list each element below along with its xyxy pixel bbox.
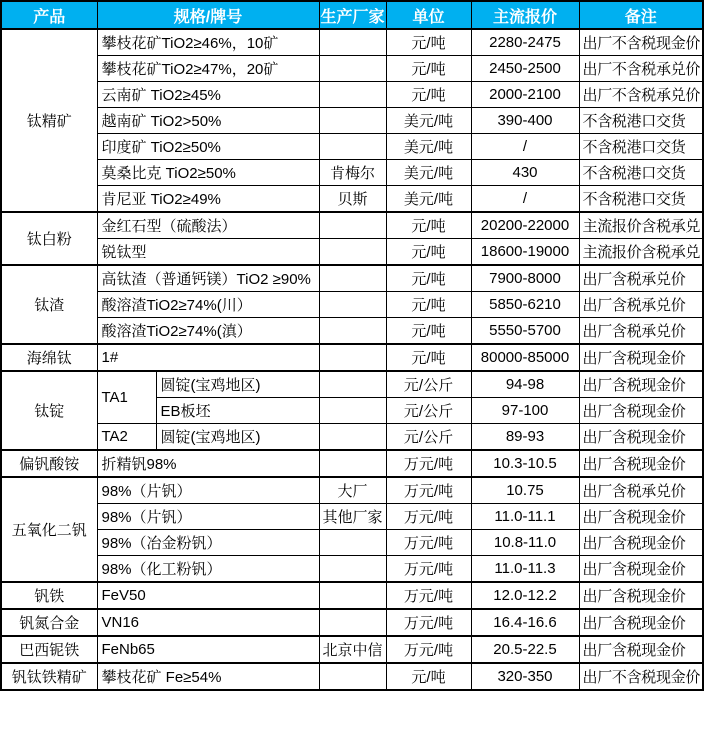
product-cell: 钒钛铁精矿: [1, 663, 97, 690]
manufacturer-cell: [319, 318, 386, 345]
manufacturer-cell: [319, 29, 386, 56]
table-header: [1, 1, 703, 29]
table-row: [1, 318, 703, 345]
spec-cell: 肯尼亚 TiO2≥49%: [97, 186, 319, 213]
product-cell: 海绵钛: [1, 344, 97, 371]
note-cell: 出厂含税承兑价: [579, 292, 703, 318]
manufacturer-cell: [319, 82, 386, 108]
unit-cell: 美元/吨: [386, 108, 471, 134]
product-cell: 钒氮合金: [1, 609, 97, 636]
note-cell: 出厂含税承兑价: [579, 265, 703, 292]
note-cell: 出厂含税现金价: [579, 504, 703, 530]
price-cell: 320-350: [471, 663, 579, 690]
unit-cell: 万元/吨: [386, 609, 471, 636]
unit-cell: 万元/吨: [386, 450, 471, 477]
col-header-unit: 单位: [386, 1, 471, 29]
price-cell: 7900-8000: [471, 265, 579, 292]
product-cell: 钒铁: [1, 582, 97, 609]
note-cell: 主流报价含税承兑: [579, 212, 703, 239]
manufacturer-cell: [319, 344, 386, 371]
price-cell: 20200-22000: [471, 212, 579, 239]
price-cell: 18600-19000: [471, 239, 579, 266]
spec-cell: FeNb65: [97, 636, 319, 663]
table-row: [1, 239, 703, 266]
product-cell: 钛渣: [1, 265, 97, 344]
unit-cell: 万元/吨: [386, 582, 471, 609]
unit-cell: 万元/吨: [386, 477, 471, 504]
product-cell: 巴西铌铁: [1, 636, 97, 663]
manufacturer-cell: [319, 424, 386, 451]
manufacturer-cell: [319, 556, 386, 583]
spec-cell: 酸溶渣TiO2≥74%(川）: [97, 292, 319, 318]
unit-cell: 元/吨: [386, 265, 471, 292]
product-cell: 五氧化二钒: [1, 477, 97, 582]
manufacturer-cell: [319, 663, 386, 690]
col-header-spec: 规格/牌号: [97, 1, 319, 29]
price-cell: 97-100: [471, 398, 579, 424]
unit-cell: 元/吨: [386, 82, 471, 108]
product-cell: 偏钒酸铵: [1, 450, 97, 477]
unit-cell: 元/公斤: [386, 424, 471, 451]
table-row: [1, 108, 703, 134]
price-cell: 12.0-12.2: [471, 582, 579, 609]
col-header-price: 主流报价: [471, 1, 579, 29]
unit-cell: 元/吨: [386, 344, 471, 371]
note-cell: 不含税港口交货: [579, 160, 703, 186]
price-cell: 20.5-22.5: [471, 636, 579, 663]
manufacturer-cell: 肯梅尔: [319, 160, 386, 186]
price-cell: 2280-2475: [471, 29, 579, 56]
table-row: [1, 450, 703, 477]
table-row: [1, 609, 703, 636]
type-cell: EB板坯: [156, 398, 319, 424]
product-cell: 钛白粉: [1, 212, 97, 265]
spec-cell: 攀枝花矿 Fe≥54%: [97, 663, 319, 690]
grade-cell: TA1: [97, 371, 156, 424]
note-cell: 主流报价含税承兑: [579, 239, 703, 266]
price-cell: 390-400: [471, 108, 579, 134]
price-cell: 11.0-11.1: [471, 504, 579, 530]
table-row: [1, 292, 703, 318]
price-cell: /: [471, 134, 579, 160]
manufacturer-cell: 北京中信: [319, 636, 386, 663]
unit-cell: 元/吨: [386, 663, 471, 690]
note-cell: 出厂不含税承兑价: [579, 56, 703, 82]
manufacturer-cell: [319, 265, 386, 292]
note-cell: 出厂含税承兑价: [579, 477, 703, 504]
note-cell: 出厂含税现金价: [579, 450, 703, 477]
manufacturer-cell: [319, 398, 386, 424]
spec-cell: 98%（化工粉钒）: [97, 556, 319, 583]
manufacturer-cell: [319, 292, 386, 318]
manufacturer-cell: [319, 371, 386, 398]
header-row: [1, 1, 703, 29]
unit-cell: 万元/吨: [386, 530, 471, 556]
price-cell: 11.0-11.3: [471, 556, 579, 583]
table-row: [1, 636, 703, 663]
spec-cell: 金红石型（硫酸法）: [97, 212, 319, 239]
price-cell: 10.75: [471, 477, 579, 504]
spec-cell: 印度矿 TiO2≥50%: [97, 134, 319, 160]
spec-cell: 98%（片钒）: [97, 504, 319, 530]
table-row: [1, 29, 703, 56]
spec-cell: 酸溶渣TiO2≥74%(滇）: [97, 318, 319, 345]
manufacturer-cell: 其他厂家: [319, 504, 386, 530]
price-cell: 2000-2100: [471, 82, 579, 108]
table-row: [1, 56, 703, 82]
unit-cell: 元/吨: [386, 56, 471, 82]
unit-cell: 万元/吨: [386, 556, 471, 583]
table-row: [1, 186, 703, 213]
unit-cell: 元/吨: [386, 29, 471, 56]
note-cell: 出厂含税现金价: [579, 582, 703, 609]
note-cell: 出厂含税承兑价: [579, 318, 703, 345]
manufacturer-cell: [319, 212, 386, 239]
table-row: [1, 582, 703, 609]
note-cell: 不含税港口交货: [579, 186, 703, 213]
manufacturer-cell: [319, 582, 386, 609]
note-cell: 出厂含税现金价: [579, 556, 703, 583]
table-row: [1, 134, 703, 160]
unit-cell: 美元/吨: [386, 134, 471, 160]
note-cell: 出厂含税现金价: [579, 344, 703, 371]
type-cell: 圆锭(宝鸡地区): [156, 371, 319, 398]
unit-cell: 万元/吨: [386, 636, 471, 663]
product-cell: 钛锭: [1, 371, 97, 450]
unit-cell: 万元/吨: [386, 504, 471, 530]
manufacturer-cell: [319, 56, 386, 82]
table-row: [1, 160, 703, 186]
unit-cell: 元/公斤: [386, 371, 471, 398]
table-row: [1, 504, 703, 530]
spec-cell: 98%（冶金粉钒）: [97, 530, 319, 556]
manufacturer-cell: [319, 108, 386, 134]
spec-cell: 莫桑比克 TiO2≥50%: [97, 160, 319, 186]
table-row: [1, 265, 703, 292]
spec-cell: FeV50: [97, 582, 319, 609]
product-cell: 钛精矿: [1, 29, 97, 212]
unit-cell: 美元/吨: [386, 186, 471, 213]
col-header-product: 产品: [1, 1, 97, 29]
note-cell: 出厂含税现金价: [579, 398, 703, 424]
note-cell: 出厂含税现金价: [579, 371, 703, 398]
table-row: [1, 212, 703, 239]
table-row: [1, 530, 703, 556]
col-header-note: 备注: [579, 1, 703, 29]
spec-cell: 攀枝花矿TiO2≥47%，20矿: [97, 56, 319, 82]
unit-cell: 元/吨: [386, 239, 471, 266]
spec-cell: 攀枝花矿TiO2≥46%，10矿: [97, 29, 319, 56]
col-header-manufacturer: 生产厂家: [319, 1, 386, 29]
note-cell: 出厂含税现金价: [579, 424, 703, 451]
unit-cell: 元/吨: [386, 292, 471, 318]
manufacturer-cell: [319, 450, 386, 477]
note-cell: 不含税港口交货: [579, 108, 703, 134]
manufacturer-cell: [319, 530, 386, 556]
price-cell: 10.3-10.5: [471, 450, 579, 477]
spec-cell: 1#: [97, 344, 319, 371]
note-cell: 不含税港口交货: [579, 134, 703, 160]
spec-cell: 高钛渣（普通钙镁）TiO2 ≥90%: [97, 265, 319, 292]
price-cell: 430: [471, 160, 579, 186]
note-cell: 出厂含税现金价: [579, 530, 703, 556]
price-cell: 10.8-11.0: [471, 530, 579, 556]
spec-cell: 锐钛型: [97, 239, 319, 266]
unit-cell: 元/吨: [386, 212, 471, 239]
table-row: [1, 477, 703, 504]
price-cell: 16.4-16.6: [471, 609, 579, 636]
manufacturer-cell: [319, 239, 386, 266]
table-row: [1, 663, 703, 690]
manufacturer-cell: 大厂: [319, 477, 386, 504]
note-cell: 出厂不含税现金价: [579, 29, 703, 56]
spec-cell: 越南矿 TiO2>50%: [97, 108, 319, 134]
price-cell: 94-98: [471, 371, 579, 398]
spec-cell: 98%（片钒）: [97, 477, 319, 504]
unit-cell: 元/公斤: [386, 398, 471, 424]
spec-cell: 折精钒98%: [97, 450, 319, 477]
manufacturer-cell: [319, 134, 386, 160]
note-cell: 出厂不含税现金价: [579, 663, 703, 690]
price-cell: 80000-85000: [471, 344, 579, 371]
table-row: [1, 556, 703, 583]
price-cell: 2450-2500: [471, 56, 579, 82]
unit-cell: 元/吨: [386, 318, 471, 345]
table-body: [1, 29, 703, 690]
manufacturer-cell: [319, 609, 386, 636]
price-cell: /: [471, 186, 579, 213]
price-cell: 5850-6210: [471, 292, 579, 318]
manufacturer-cell: 贝斯: [319, 186, 386, 213]
unit-cell: 美元/吨: [386, 160, 471, 186]
table-row: [1, 82, 703, 108]
note-cell: 出厂含税现金价: [579, 636, 703, 663]
spec-cell: VN16: [97, 609, 319, 636]
type-cell: 圆锭(宝鸡地区): [156, 424, 319, 451]
grade-cell: TA2: [97, 424, 156, 451]
price-cell: 89-93: [471, 424, 579, 451]
note-cell: 出厂含税现金价: [579, 609, 703, 636]
price-cell: 5550-5700: [471, 318, 579, 345]
spec-cell: 云南矿 TiO2≥45%: [97, 82, 319, 108]
table-row: [1, 371, 703, 398]
note-cell: 出厂不含税承兑价: [579, 82, 703, 108]
table-row: [1, 344, 703, 371]
table-row: [1, 424, 703, 451]
